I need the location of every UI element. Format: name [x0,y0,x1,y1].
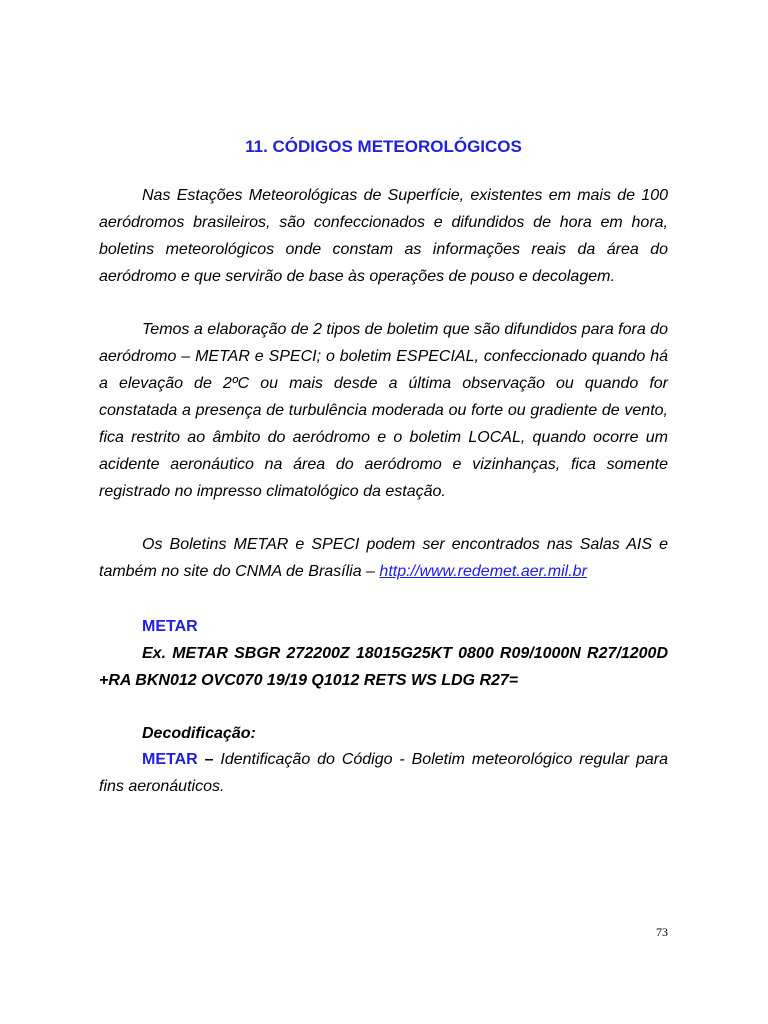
metar-heading: METAR [142,618,198,635]
paragraph-bulletin-sources-text: Os Boletins METAR e SPECI podem ser encontrados nas Salas AIS e também no site do CNMA de Brasília – [99,536,668,580]
decodification-term: METAR [142,751,198,768]
page-number: 73 [656,925,668,939]
decodification-description: Identificação do Código - Boletim meteorológico regular para fins aeronáuticos. [99,751,669,795]
page-title: 11. CÓDIGOS METEOROLÓGICOS [245,137,522,156]
decodification-dash: – [197,751,214,768]
paragraph-bulletin-types: Temos a elaboração de 2 tipos de boletim que são difundidos para fora do aeródromo – METAR e SPECI; o boletim ESPECIAL, confeccionado quando há a elevação de 2ºC ou mais desde a última observação ou quando for constatada a presença de turbulência moderada ou forte ou gradiente de vento, fica restrito ao âmbito do aeródromo e o boletim LOCAL, quando ocorre um acidente aeronáutico na área do aeródromo e vizinhanças, fica somente registrado no impresso climatológico da estação. [99,321,668,500]
redemet-link[interactable]: http://www.redemet.aer.mil.br [379,563,587,580]
paragraph-surface-stations: Nas Estações Meteorológicas de Superfície, existentes em mais de 100 aeródromos brasileiros, são confeccionados e difundidos de hora em hora, boletins meteorológicos onde constam as informações reais da área do aeródromo e que servirão de base às operações de pouso e decolagem. [99,187,668,285]
metar-example: Ex. METAR SBGR 272200Z 18015G25KT 0800 R09/1000N R27/1200D +RA BKN012 OVC070 19/19 Q1012 RETS WS LDG R27= [99,645,668,689]
decodification-heading: Decodificação: [142,725,256,742]
decodification-item-metar [99,746,668,800]
paragraph-bulletin-sources [99,531,668,585]
